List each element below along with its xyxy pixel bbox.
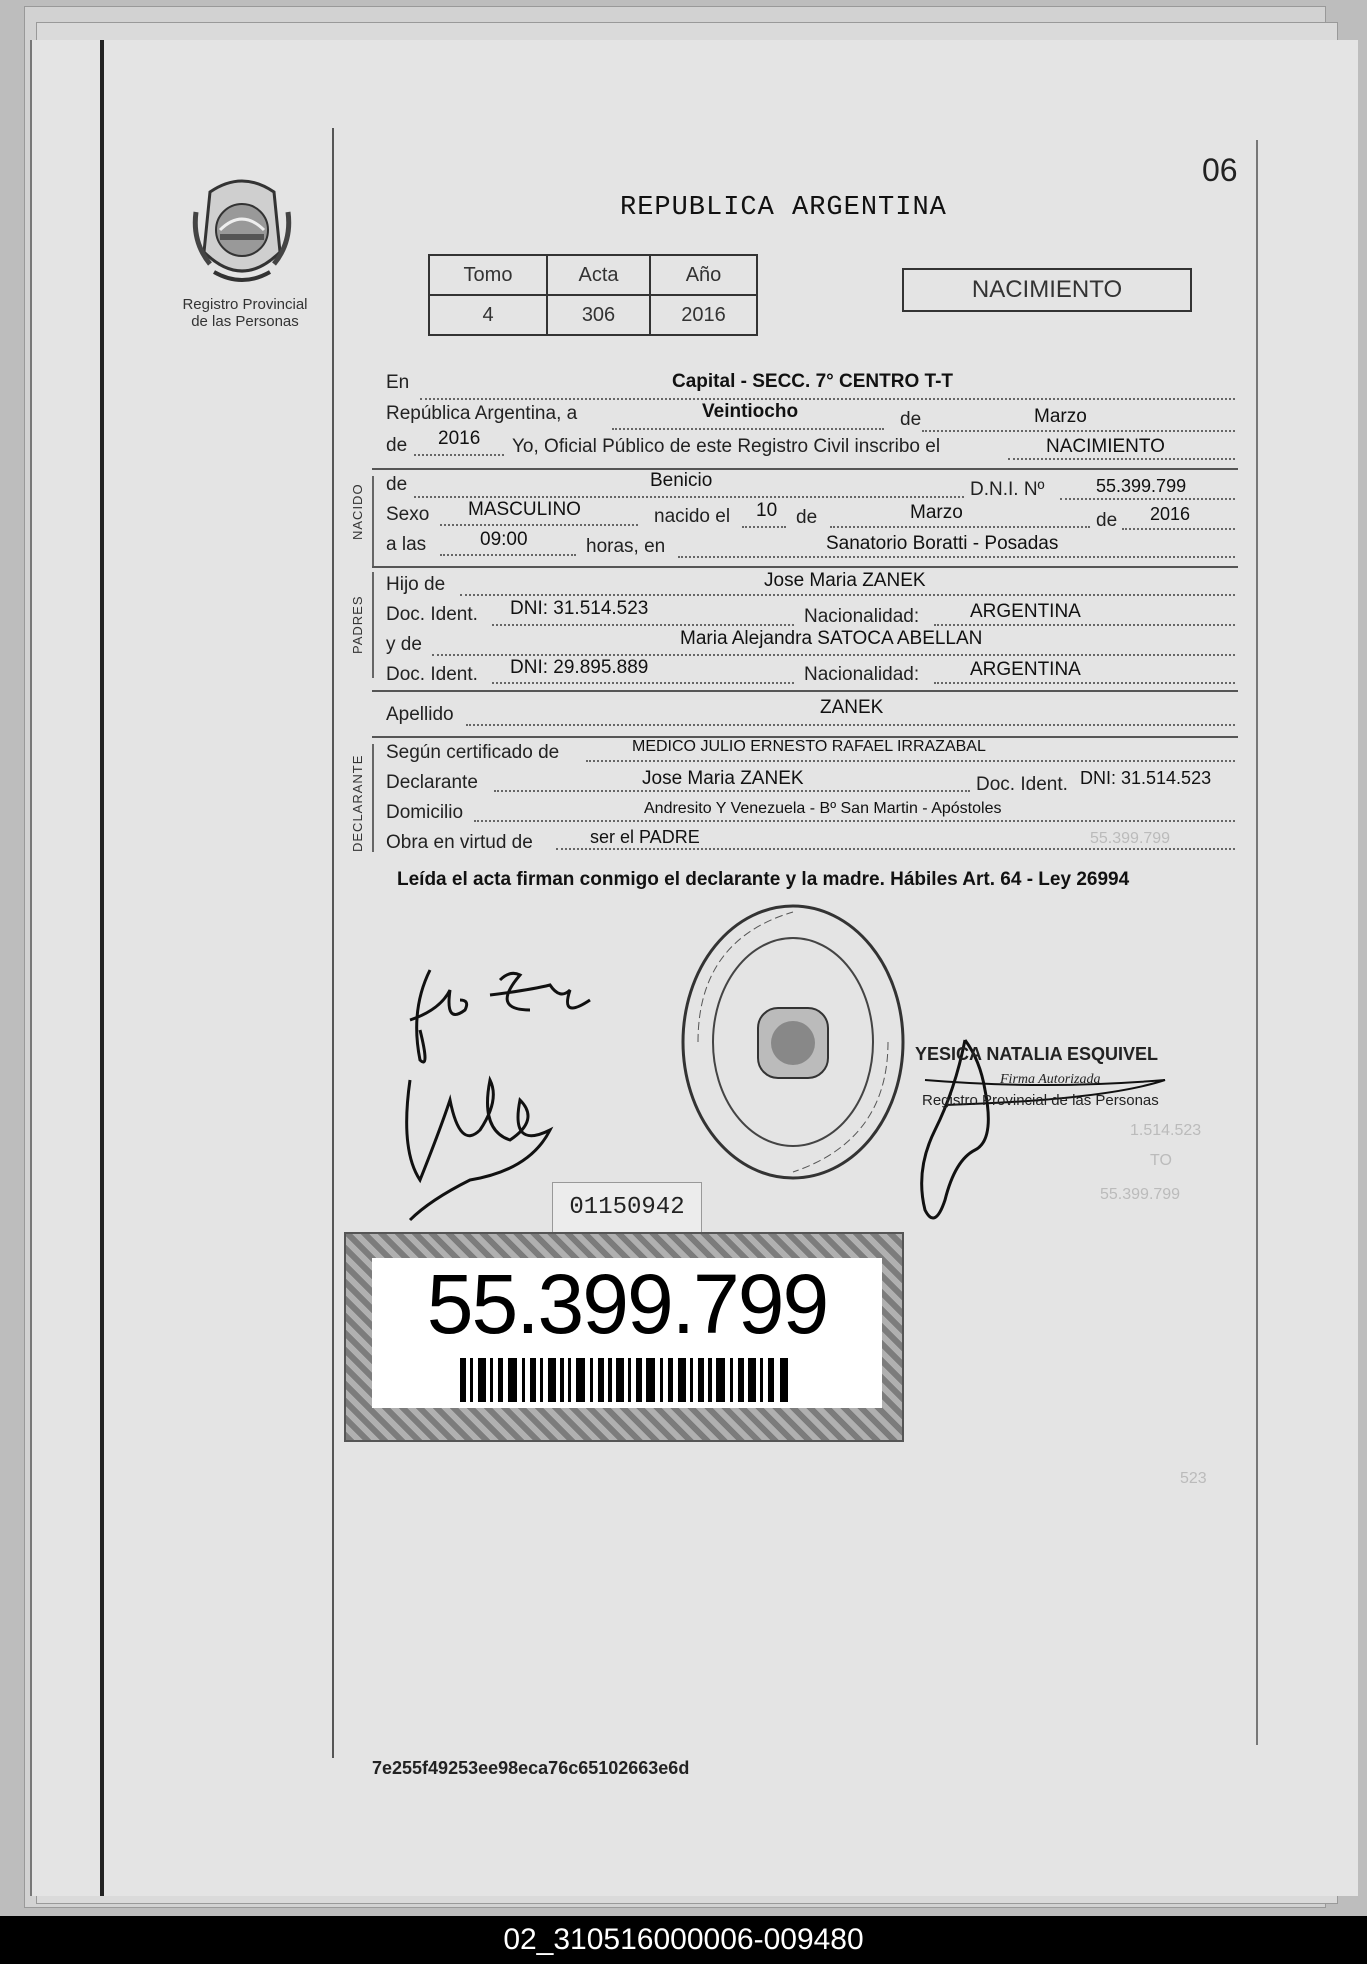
birth-day-value: 10 <box>756 500 778 521</box>
birth-month-value: Marzo <box>910 502 963 523</box>
dotted-line <box>830 526 1090 528</box>
logo-caption <box>170 296 320 330</box>
dotted-line <box>922 430 1235 432</box>
section-label-padres: PADRES <box>350 595 365 654</box>
dotted-line <box>742 526 786 528</box>
y-de-label: y de <box>386 634 422 655</box>
section-divider <box>372 468 1238 470</box>
official-seal <box>678 900 908 1185</box>
year-value: 2016 <box>438 428 481 449</box>
dotted-line <box>492 682 794 684</box>
horas-en-label: horas, en <box>586 536 666 557</box>
month-value: Marzo <box>1034 406 1087 427</box>
nacido-el-label: nacido el <box>654 506 731 527</box>
acta-header: Acta <box>547 255 650 295</box>
faded-ghost-text: 55.399.799 <box>1100 1186 1181 1203</box>
section-divider <box>372 690 1238 692</box>
dotted-line <box>934 624 1235 626</box>
tomo-header: Tomo <box>429 255 547 295</box>
dotted-line <box>432 654 1235 656</box>
binding-line <box>100 40 104 1896</box>
dotted-line <box>494 790 970 792</box>
official-role: Firma Autorizada <box>1000 1072 1101 1087</box>
child-dni-value: 55.399.799 <box>1096 476 1187 496</box>
official-organization: Registro Provincial de las Personas <box>922 1092 1159 1109</box>
declarant-doc-value: DNI: 31.514.523 <box>1080 768 1212 788</box>
acta-value: 306 <box>547 295 650 335</box>
nacionalidad-label: Nacionalidad: <box>804 664 920 685</box>
barcode-icon <box>460 1358 790 1402</box>
dotted-line <box>492 624 794 626</box>
logo-caption-line: de las Personas <box>191 313 299 330</box>
dotted-line <box>460 594 1235 596</box>
de-label: de <box>386 435 408 456</box>
dotted-line <box>474 820 1235 822</box>
sexo-value: MASCULINO <box>468 499 581 520</box>
en-label: En <box>386 372 410 393</box>
doc-ident-label: Doc. Ident. <box>386 664 478 685</box>
de-label: de <box>386 474 408 495</box>
serial-number-sticker: 01150942 <box>552 1182 702 1234</box>
day-words-value: Veintiocho <box>702 401 799 422</box>
registry-table <box>428 254 758 336</box>
dotted-line <box>420 398 1235 400</box>
official-name: YESICA NATALIA ESQUIVEL <box>915 1044 1159 1064</box>
form-left-border <box>332 128 334 1758</box>
anio-header: Año <box>650 255 757 295</box>
a-las-label: a las <box>386 534 427 555</box>
father-nationality-value: ARGENTINA <box>970 601 1081 622</box>
section-brace <box>372 572 374 678</box>
sexo-label: Sexo <box>386 504 430 525</box>
child-name-value: Benicio <box>650 470 713 491</box>
place-value: Capital - SECC. 7° CENTRO T-T <box>672 371 954 392</box>
mother-nationality-value: ARGENTINA <box>970 659 1081 680</box>
certificate-value: MEDICO JULIO ERNESTO RAFAEL IRRAZABAL <box>632 738 986 755</box>
section-brace <box>372 476 374 568</box>
father-name-value: Jose Maria ZANEK <box>764 570 926 591</box>
mother-doc-value: DNI: 29.895.889 <box>510 657 649 678</box>
de-label: de <box>900 409 922 430</box>
tomo-value: 4 <box>429 295 547 335</box>
section-divider <box>372 566 1238 568</box>
mother-name-value: Maria Alejandra SATOCA ABELLAN <box>680 628 983 649</box>
declarante-label: Declarante <box>386 772 478 793</box>
dotted-line <box>556 848 1235 850</box>
birth-year-value: 2016 <box>1150 504 1191 524</box>
obra-label: Obra en virtud de <box>386 832 533 853</box>
faded-ghost-text: 523 <box>1180 1470 1207 1487</box>
domicilio-label: Domicilio <box>386 802 464 823</box>
section-brace <box>372 744 374 852</box>
nacionalidad-label: Nacionalidad: <box>804 606 920 627</box>
de-label: de <box>1096 510 1118 531</box>
barcode-inner <box>372 1258 882 1408</box>
section-label-nacido: NACIDO <box>350 483 365 540</box>
doc-ident-label: Doc. Ident. <box>976 774 1068 795</box>
misiones-emblem-icon <box>190 172 294 292</box>
section-label-declarante: DECLARANTE <box>350 754 365 852</box>
dotted-line <box>414 454 504 456</box>
father-doc-value: DNI: 31.514.523 <box>510 598 649 619</box>
page-title: REPUBLICA ARGENTINA <box>620 193 947 223</box>
legal-note: Leída el acta firman conmigo el declarante y la madre. Hábiles Art. 64 - Ley 26994 <box>397 869 1130 890</box>
dotted-line <box>466 724 1235 726</box>
declarant-name-value: Jose Maria ZANEK <box>642 768 804 789</box>
dotted-line <box>1122 528 1235 530</box>
birth-hour-value: 09:00 <box>480 529 528 550</box>
republica-label: República Argentina, a <box>386 403 578 424</box>
dotted-line <box>612 428 884 430</box>
hijo-de-label: Hijo de <box>386 574 446 595</box>
file-id-footer: 02_310516000006-009480 <box>0 1916 1367 1964</box>
page-number: 06 <box>1202 152 1238 188</box>
dotted-line <box>440 524 638 526</box>
logo-caption-line: Registro Provincial <box>182 296 308 313</box>
address-value: Andresito Y Venezuela - Bº San Martin - Apóstoles <box>644 800 1002 817</box>
dni-label: D.N.I. Nº <box>970 479 1045 500</box>
dotted-line <box>414 496 964 498</box>
dotted-line <box>440 554 576 556</box>
dotted-line <box>934 682 1235 684</box>
form-right-border <box>1256 140 1258 1745</box>
dotted-line <box>678 556 1235 558</box>
yo-text: Yo, Oficial Público de este Registro Civil inscribo el <box>512 436 941 457</box>
event-value: NACIMIENTO <box>1046 436 1165 457</box>
obra-value: ser el PADRE <box>590 827 700 847</box>
dni-barcode-label <box>344 1232 904 1442</box>
dotted-line <box>1008 458 1235 460</box>
dni-big-number: 55.399.799 <box>426 1257 828 1351</box>
anio-value: 2016 <box>650 295 757 335</box>
apellido-value: ZANEK <box>820 697 884 718</box>
segun-certificado-label: Según certificado de <box>386 742 560 763</box>
faded-ghost-text: 55.399.799 <box>1090 830 1171 847</box>
acta-type-box: NACIMIENTO <box>902 268 1192 312</box>
faded-ghost-text: TO <box>1150 1152 1172 1169</box>
dotted-line <box>586 760 1235 762</box>
faded-ghost-text: 1.514.523 <box>1130 1122 1202 1139</box>
document-hash: 7e255f49253ee98eca76c65102663e6d <box>372 1758 690 1778</box>
de-label: de <box>796 507 818 528</box>
doc-ident-label: Doc. Ident. <box>386 604 478 625</box>
birth-place-value: Sanatorio Boratti - Posadas <box>826 533 1059 554</box>
apellido-label: Apellido <box>386 704 454 725</box>
dotted-line <box>1060 498 1235 500</box>
